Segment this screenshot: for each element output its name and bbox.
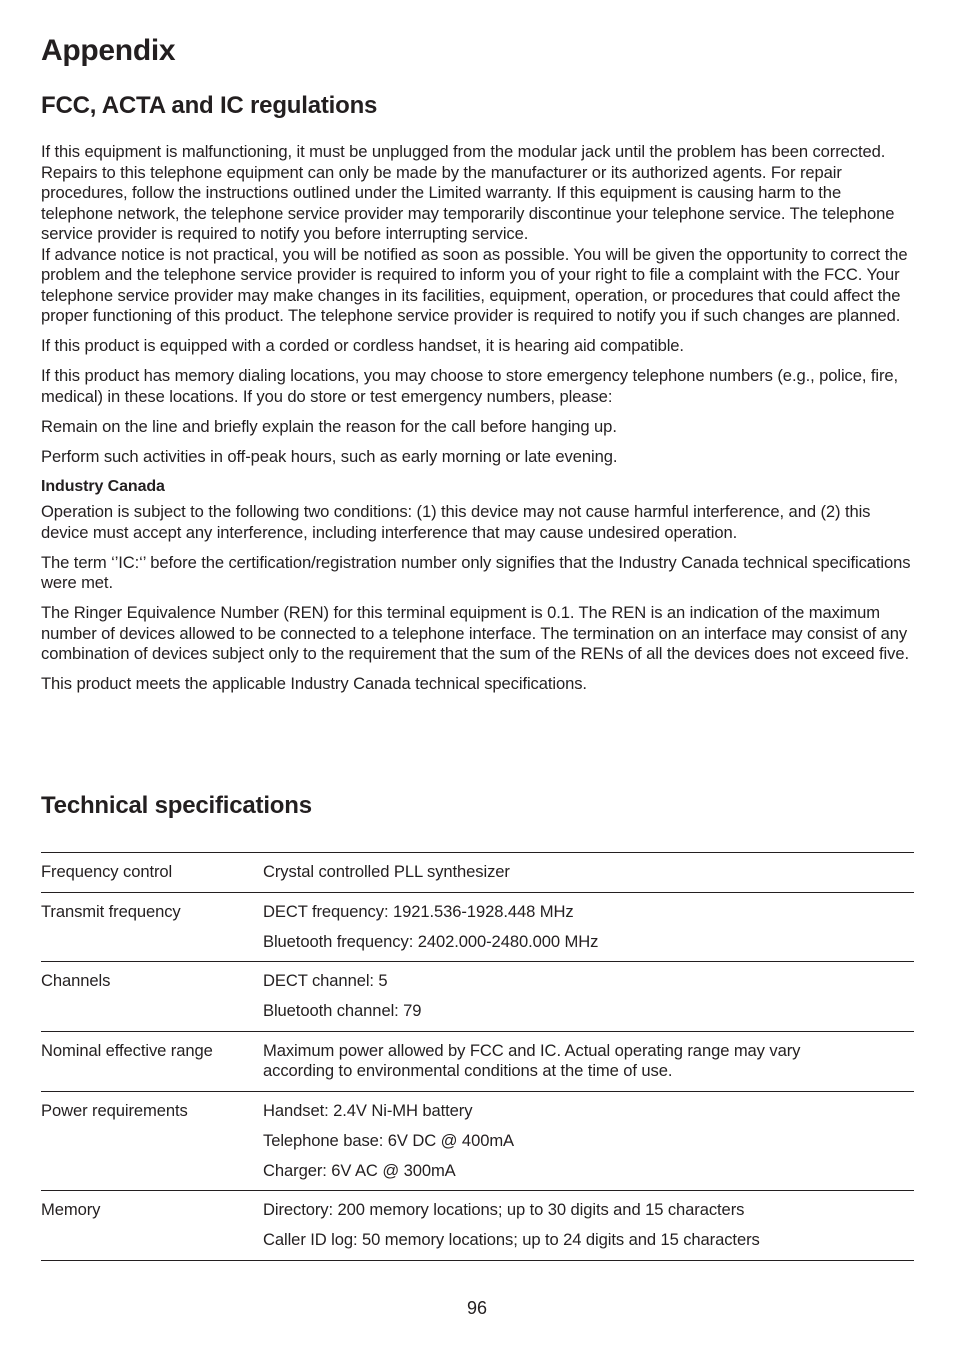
spec-label: Transmit frequency [41,901,181,921]
table-row [41,892,914,962]
spec-label: Memory [41,1200,101,1219]
fcc-body [41,142,914,704]
spec-value [263,1031,914,1091]
spec-value-line: Bluetooth channel: 79 [263,1001,422,1020]
spec-value [263,1091,914,1191]
paragraph: Perform such activities in off-peak hours, such as early morning or late evening. [41,446,618,466]
page-number: 96 [466,1298,488,1318]
spec-value-line: Maximum power allowed by FCC and IC. Actual operating range may vary according to environmental conditions at the time of use. [263,1040,801,1080]
spec-value [263,1191,914,1261]
spec-label: Channels [41,971,111,990]
paragraph: Remain on the line and briefly explain the reason for the call before hanging up. [41,416,617,436]
paragraph: If this product has memory dialing locations, you may choose to store emergency telephone numbers (e.g., police, fire, medical) in these locations. If you do store or test emergency numbers, please: [41,366,899,406]
paragraph: The Ringer Equivalence Number (REN) for this terminal equipment is 0.1. The REN is an indication of the maximum number of devices allowed to be connected to a telephone interface. The termination on an interface may consist of any combination of devices subject only to the requirement that the sum of the RENs of all the devices does not exceed five. [41,603,909,663]
spec-value-line: Caller ID log: 50 memory locations; up to 24 digits and 15 characters [263,1230,760,1249]
industry-canada-heading: Industry Canada [41,477,165,495]
tech-specs-table [41,852,914,1261]
paragraph: If this product is equipped with a corded or cordless handset, it is hearing aid compatible. [41,336,684,355]
spec-label: Frequency control [41,862,173,881]
table-row [41,1031,914,1091]
table-row [41,1091,914,1191]
spec-value [263,962,914,1032]
spec-value-line: Charger: 6V AC @ 300mA [263,1160,456,1180]
tech-specs-heading: Technical specifications [41,792,312,819]
spec-value-line: Telephone base: 6V DC @ 400mA [263,1130,515,1150]
spec-value-line: Crystal controlled PLL synthesizer [263,862,510,881]
spec-value-line: Bluetooth frequency: 2402.000-2480.000 MHz [263,931,599,951]
spec-label: Power requirements [41,1100,188,1120]
table-row [41,962,914,1032]
spec-value [263,853,914,893]
paragraph: If this equipment is malfunctioning, it must be unplugged from the modular jack until the problem has been corrected. Repairs to this telephone equipment can only be made by the manufacturer or its authorized agents. For repair procedures, follow the instructions outlined under the Limited warranty. If this equipment is causing harm to the telephone network, the telephone service provider may temporarily discontinue your telephone service. The telephone service provider is required to notify you before interrupting service. If advance notice is not practical, you will be notified as soon as possible. You will be given the opportunity to correct the problem and the telephone service provider is required to inform you of your right to file a complaint with the FCC. Your telephone service provider may make changes in its facilities, equipment, operation, or procedures that could affect the proper functioning of this product. The telephone service provider is required to notify you if such changes are planned. [41,142,908,325]
spec-value-line: Directory: 200 memory locations; up to 30 digits and 15 characters [263,1200,745,1219]
paragraph: The term ‘’IC:‘’ before the certification/registration number only signifies that the Industry Canada technical specifications were met. [41,552,911,592]
paragraph: Operation is subject to the following two conditions: (1) this device may not cause harmful interference, and (2) this device must accept any interference, including interference that may cause undesired operation. [41,502,871,542]
spec-value-line: Handset: 2.4V Ni-MH battery [263,1100,473,1120]
spec-label: Nominal effective range [41,1040,213,1060]
spec-value-line: DECT frequency: 1921.536-1928.448 MHz [263,901,574,921]
paragraph: This product meets the applicable Industry Canada technical specifications. [41,674,587,693]
spec-value [263,892,914,962]
page-title: Appendix [41,34,176,67]
fcc-heading: FCC, ACTA and IC regulations [41,92,378,119]
spec-value-line: DECT channel: 5 [263,971,388,990]
table-row [41,853,914,893]
table-row [41,1191,914,1261]
